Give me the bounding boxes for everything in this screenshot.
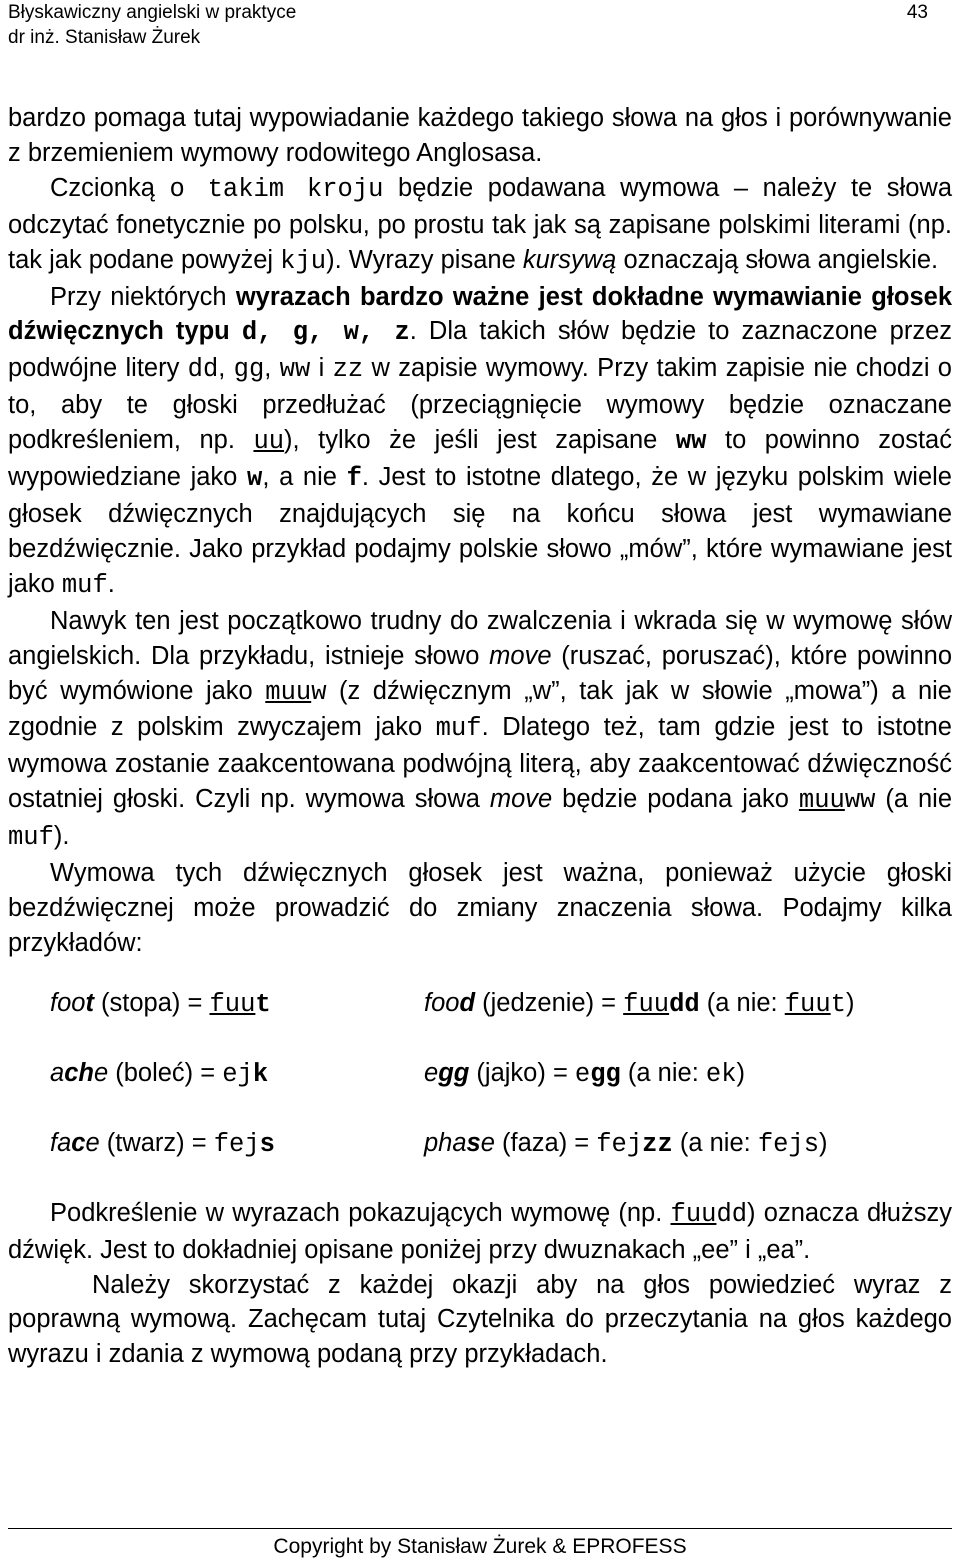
italic-text: move <box>489 641 552 670</box>
pronunciation: muf <box>61 570 108 600</box>
gloss: (a nie: <box>620 1058 706 1087</box>
italic-text: kursywą <box>522 245 617 274</box>
gloss: (jajko) = <box>469 1058 575 1087</box>
text: oznaczają słowa angielskie. <box>616 245 939 274</box>
pronunciation-bold: f <box>346 464 362 494</box>
pronunciation-bold: t <box>255 989 271 1019</box>
pronunciation: ww <box>844 786 876 816</box>
pronunciation-underlined: fuu <box>209 989 256 1019</box>
pronunciation: o takim kroju <box>169 174 384 204</box>
book-title: Błyskawiczny angielski w praktyce <box>8 2 297 23</box>
english-word: foo <box>424 988 460 1017</box>
spacer <box>8 961 952 986</box>
pronunciation-bold: k <box>252 1059 269 1089</box>
english-word-bold: ch <box>64 1058 94 1087</box>
text: Przy niektórych <box>50 282 236 311</box>
gloss: (twarz) = <box>99 1128 214 1157</box>
text: bardzo pomaga tutaj wypowiadanie każdego takiego słowa na głos i porównywanie z brzemieniem wymowy rodowitego Anglosasa. <box>8 104 952 167</box>
gloss: (faza) = <box>494 1128 597 1157</box>
example-row <box>8 1056 952 1126</box>
gloss: ) <box>845 988 855 1017</box>
gloss: ) <box>819 1128 828 1157</box>
english-word: e <box>85 1128 100 1157</box>
pronunciation-bold: d, g, w, z <box>241 318 410 348</box>
pronunciation: ej <box>222 1059 253 1089</box>
text: w zapisie wymowy. Przy takim zapisie nie chodzi o to, aby te głoski przedłużać (przeciągnięcie wymowy będzie oznaczane podkreśleniem, np. <box>8 354 952 455</box>
gloss: (jedzenie) = <box>475 988 624 1017</box>
bold-text: wyrazach bardzo ważne jest dokładne wymawianie głosek dźwięcznych typu <box>8 282 953 346</box>
author-name: dr inż. Stanisław Żurek <box>8 27 201 48</box>
pronunciation: gg <box>233 355 265 385</box>
english-word-bold: t <box>85 988 94 1017</box>
paragraph-font-note <box>8 171 952 280</box>
example-phase <box>382 1126 952 1163</box>
text: ) oznacza dłuższy dźwięk. Jest to dokładniej opisane poniżej przy dwuznakach „ee” i „ea”. <box>8 1198 952 1264</box>
text: i <box>310 354 333 383</box>
english-word: a <box>50 1058 65 1087</box>
text: (ruszać, poruszać), które powinno być wymówione jako <box>8 641 953 705</box>
pronunciation-underlined: uu <box>253 427 285 457</box>
pronunciation: fej <box>213 1129 260 1159</box>
english-word: e <box>424 1058 439 1087</box>
pronunciation-bold: ww <box>675 427 707 457</box>
example-row <box>8 1126 952 1196</box>
pronunciation: t <box>830 989 846 1019</box>
english-word: fa <box>50 1128 72 1157</box>
example-row <box>8 986 952 1056</box>
english-word: e <box>480 1128 495 1157</box>
text: to powinno zostać wypowiedziane jako <box>8 426 952 492</box>
english-word-bold: c <box>71 1128 86 1157</box>
gloss: (a nie: <box>672 1128 758 1157</box>
text: będzie podana jako <box>552 785 799 814</box>
pronunciation: kju <box>280 246 327 276</box>
italic-text: move <box>489 785 553 814</box>
text: ), tylko że jeśli jest zapisane <box>284 426 676 455</box>
pronunciation: dd <box>187 355 219 385</box>
paragraph-underline-note <box>8 1196 952 1268</box>
text: . Dla takich słów będzie to zaznaczone przez podwójne litery <box>8 317 953 383</box>
english-word-bold: s <box>466 1128 481 1157</box>
footer-divider <box>8 1528 952 1529</box>
english-word-bold: gg <box>438 1058 470 1087</box>
example-food <box>382 986 952 1023</box>
pronunciation-bold: s <box>259 1129 275 1159</box>
text: Wymowa tych dźwięcznych głosek jest ważna, ponieważ użycie głoski bezdźwięcznej może prowadzić do zmiany znaczenia słowa. Podajmy kilka przykładów: <box>8 859 952 957</box>
pronunciation-underlined: muu <box>798 786 845 816</box>
footer-copyright: Copyright by Stanisław Żurek & EPROFESS <box>273 1535 687 1558</box>
pronunciation: ww <box>279 355 311 385</box>
pronunciation-bold: w <box>247 464 263 494</box>
pronunciation: zz <box>332 355 364 385</box>
gloss: (stopa) = <box>93 988 210 1017</box>
pronunciation: dd <box>716 1199 748 1229</box>
gloss: (boleć) = <box>108 1058 223 1087</box>
pronunciation-bold: dd <box>669 989 700 1019</box>
english-word: pha <box>424 1128 467 1157</box>
text: ). Wyrazy pisane <box>326 245 523 274</box>
pronunciation-underlined: fuu <box>670 1199 717 1229</box>
paragraph-examples-intro <box>8 856 952 961</box>
english-word-bold: d <box>459 988 476 1017</box>
text: (a nie <box>875 785 952 814</box>
text: Czcionką <box>50 173 170 202</box>
paragraph-habit <box>8 604 952 856</box>
example-ache <box>8 1056 382 1093</box>
paragraph-closing <box>8 1268 952 1373</box>
text: , <box>264 354 280 383</box>
example-face <box>8 1126 382 1163</box>
text: Podkreślenie w wyrazach pokazujących wymowę (np. <box>50 1198 671 1227</box>
paragraph-voiced <box>8 280 952 604</box>
text: . Jest to istotne dlatego, że w języku polskim wiele głosek dźwięcznych znajdujących się na końcu słowa jest wymawiane bezdźwięcznie. Jako przykład podajmy polskie słowo „mów”, które wymawiane jest jako <box>8 463 952 598</box>
pronunciation-underlined: fuu <box>784 989 831 1019</box>
pronunciation: muf <box>8 823 54 853</box>
pronunciation: e <box>574 1059 591 1089</box>
paragraph-intro <box>8 101 952 171</box>
pronunciation-bold: zz <box>642 1129 673 1159</box>
text: Nawyk ten jest początkowo trudny do zwalczenia i wkrada się w wymowę słów angielskich. Dla przykładu, istnieje słowo <box>8 606 952 670</box>
pronunciation: muf <box>435 714 482 744</box>
pronunciation: fej <box>596 1129 643 1159</box>
text: , <box>218 354 234 383</box>
pronunciation-underlined: muu <box>265 677 312 707</box>
gloss: ) <box>736 1058 745 1087</box>
text: będzie podawana wymowa – należy te słowa odczytać fonetycznie po polsku, po prostu tak jak są zapisane polskimi literami (np. tak jak podane powyżej <box>8 173 953 274</box>
text: (z dźwięcznym „w”, tak jak w słowie „mowa”) a nie zgodnie z polskim zwyczajem jako <box>8 676 952 742</box>
text: ). <box>53 822 70 851</box>
example-egg <box>382 1056 952 1093</box>
page-number: 43 <box>906 2 928 23</box>
text: , a nie <box>262 463 347 492</box>
text: . Dlatego też, tam gdzie jest to istotne wymowa zostanie zaakcentowana podwójną literą, aby zaakcentować dźwięczność ostatniej głoski. Czyli np. wymowa słowa <box>8 713 952 814</box>
text: . <box>107 569 115 598</box>
page-header <box>8 0 952 50</box>
page-body <box>8 101 952 1372</box>
english-word: e <box>93 1058 109 1087</box>
pronunciation: fejs <box>757 1129 820 1159</box>
pronunciation-underlined: fuu <box>623 989 670 1019</box>
gloss: (a nie: <box>699 988 785 1017</box>
pronunciation: w <box>311 677 327 707</box>
english-word: foo <box>50 988 86 1017</box>
text: Należy skorzystać z każdej okazji aby na głos powiedzieć wyraz z poprawną wymową. Zachęcam tutaj Czytelnika do przeczytania na głos każdego wyrazu i zdania z wymową podaną przy przykładach. <box>8 1270 952 1369</box>
pronunciation: ek <box>705 1059 737 1089</box>
example-foot <box>8 986 382 1023</box>
pronunciation-bold: gg <box>590 1059 621 1089</box>
